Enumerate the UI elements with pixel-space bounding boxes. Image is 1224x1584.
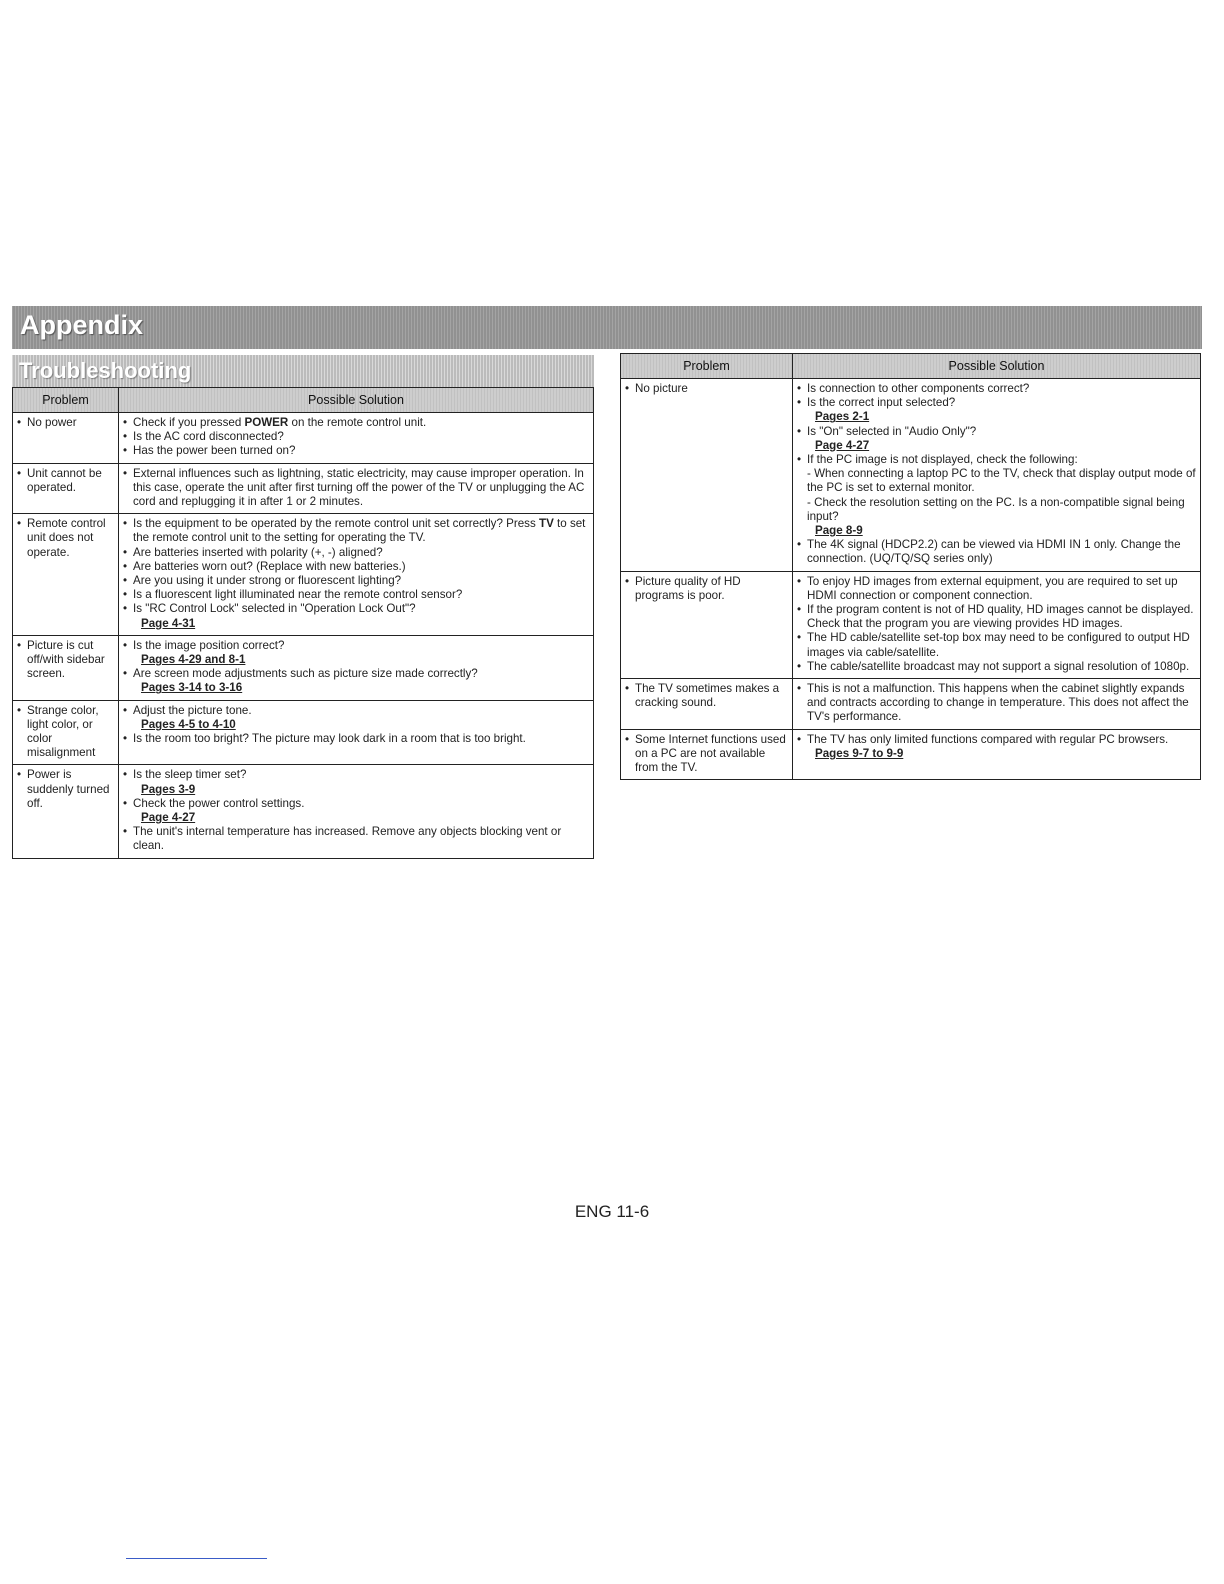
- text-run: Are screen mode adjustments such as picture size made correctly?: [133, 667, 478, 681]
- problem-cell: [13, 765, 119, 858]
- text-run: - Check the resolution setting on the PC. Is a non-compatible signal being input?: [807, 495, 1185, 523]
- table-row: [13, 700, 594, 765]
- solution-item: [797, 603, 1196, 631]
- bullet-icon: •: [797, 682, 802, 696]
- bullet-icon: •: [625, 732, 630, 746]
- page-number: ENG 11-6: [574, 1202, 650, 1221]
- bullet-icon: •: [797, 603, 802, 617]
- page-reference: [123, 811, 589, 825]
- page-reference: [123, 653, 589, 667]
- table-header-row: [13, 388, 594, 413]
- text-run: If the program content is not of HD quality, HD images cannot be displayed. Check that the program you are viewing provides HD images.: [807, 603, 1194, 631]
- troubleshooting-table-left: [12, 387, 594, 859]
- solution-subitem: [797, 467, 1196, 495]
- solution-text: [133, 602, 589, 616]
- bullet-icon: •: [17, 466, 22, 480]
- bullet-icon: •: [797, 396, 802, 410]
- page-link: Pages 4-5 to 4-10: [141, 717, 236, 731]
- solution-text: [133, 704, 589, 718]
- page-reference: [123, 681, 589, 695]
- problem-cell: [13, 700, 119, 765]
- problem-header: Problem: [621, 354, 793, 379]
- text-run: Is "RC Control Lock" selected in "Operation Lock Out"?: [133, 602, 416, 616]
- text-run: Is a fluorescent light illuminated near the remote control sensor?: [133, 588, 463, 602]
- solution-text: [807, 603, 1196, 631]
- solution-cell: [793, 729, 1201, 780]
- solution-text: [133, 560, 589, 574]
- solution-item: [123, 825, 589, 853]
- solution-cell: [119, 463, 594, 514]
- bullet-icon: •: [123, 517, 128, 531]
- bullet-icon: •: [17, 703, 22, 717]
- table-row: [621, 571, 1201, 678]
- problem-item: [17, 416, 114, 430]
- bullet-icon: •: [123, 416, 128, 429]
- solution-item: [123, 574, 589, 588]
- solution-item: [123, 602, 589, 616]
- problem-text: No picture: [635, 382, 688, 395]
- bullet-icon: •: [123, 574, 128, 588]
- bullet-icon: •: [123, 466, 128, 480]
- text-run: Is the sleep timer set?: [133, 768, 247, 782]
- bullet-icon: •: [123, 732, 128, 746]
- page-reference: [797, 747, 1196, 761]
- page-link: Pages 3-9: [141, 782, 196, 796]
- page-reference: [797, 439, 1196, 453]
- problem-cell: [621, 379, 793, 572]
- solution-item: [797, 733, 1196, 747]
- bullet-icon: •: [123, 430, 128, 444]
- problem-cell: [13, 413, 119, 464]
- problem-text: The TV sometimes makes a cracking sound.: [635, 682, 780, 710]
- bullet-icon: •: [797, 424, 802, 438]
- bullet-icon: •: [797, 631, 802, 645]
- solution-cell: [793, 379, 1201, 572]
- solution-text: [133, 768, 589, 782]
- text-run: This is not a malfunction. This happens when the cabinet slightly expands and contracts according to change in temperature. This does not affect the TV's performance.: [807, 682, 1189, 724]
- solution-item: [123, 444, 589, 458]
- table-row: [621, 729, 1201, 780]
- solution-text: [133, 797, 589, 811]
- problem-item: [625, 682, 788, 710]
- solution-item: [797, 538, 1196, 566]
- bullet-icon: •: [123, 602, 128, 616]
- solution-text: [807, 382, 1196, 396]
- solution-item: [123, 704, 589, 718]
- problem-cell: [13, 635, 119, 700]
- solution-text: [807, 660, 1196, 674]
- problem-item: [17, 517, 114, 560]
- solution-cell: [793, 571, 1201, 678]
- text-run: Is the correct input selected?: [807, 396, 956, 410]
- text-run: To enjoy HD images from external equipment, you are required to set up HDMI connection or component connection.: [807, 574, 1178, 602]
- text-run: External influences such as lightning, static electricity, may cause improper operation. In this case, operate the unit after first turning off the power of the TV or unplugging the AC cord and replugging it in after 1 or 2 minutes.: [133, 466, 585, 509]
- solution-item: [123, 416, 589, 430]
- bullet-icon: •: [797, 453, 802, 467]
- bullet-icon: •: [797, 659, 802, 673]
- table-row: [621, 379, 1201, 572]
- solution-item: [797, 453, 1196, 467]
- solution-text: [133, 574, 589, 588]
- bullet-icon: •: [17, 517, 22, 531]
- table-row: [13, 635, 594, 700]
- text-run: Is connection to other components correct?: [807, 382, 1030, 395]
- bullet-icon: •: [123, 703, 128, 717]
- bullet-icon: •: [123, 667, 128, 681]
- problem-item: [17, 704, 114, 761]
- solution-text: [133, 467, 589, 510]
- problem-text: Power is suddenly turned off.: [27, 768, 110, 810]
- solution-item: [797, 575, 1196, 603]
- problem-text: Picture is cut off/with sidebar screen.: [27, 638, 105, 681]
- solution-item: [797, 660, 1196, 674]
- solution-header: Possible Solution: [119, 388, 594, 413]
- problem-item: [625, 575, 788, 603]
- bold-term: TV: [539, 517, 554, 531]
- text-run: to set the remote control unit to the setting for operating the TV.: [133, 517, 586, 545]
- bullet-icon: •: [17, 638, 22, 652]
- text-run: on the remote control unit.: [288, 416, 427, 429]
- bullet-icon: •: [17, 416, 22, 429]
- solution-text: [807, 453, 1196, 467]
- solution-text: [133, 667, 589, 681]
- problem-item: [625, 733, 788, 776]
- bullet-icon: •: [123, 559, 128, 573]
- solution-text: [133, 588, 589, 602]
- problem-cell: [621, 729, 793, 780]
- solution-item: [123, 517, 589, 545]
- page-link: Page 4-31: [141, 616, 196, 630]
- bullet-icon: •: [625, 574, 630, 588]
- problem-cell: [621, 679, 793, 730]
- solution-item: [123, 667, 589, 681]
- solution-item: [123, 732, 589, 746]
- page-link: Page 4-27: [815, 438, 870, 452]
- solution-text: [133, 517, 589, 545]
- problem-item: [17, 467, 114, 495]
- bullet-icon: •: [797, 382, 802, 395]
- appendix-title: Appendix: [20, 310, 144, 340]
- solution-item: [123, 639, 589, 653]
- text-run: Is the room too bright? The picture may look dark in a room that is too bright.: [133, 732, 526, 746]
- solution-header: Possible Solution: [793, 354, 1201, 379]
- text-run: The cable/satellite broadcast may not support a signal resolution of 1080p.: [807, 659, 1190, 673]
- bullet-icon: •: [625, 382, 630, 395]
- text-run: Are batteries inserted with polarity (+, -) aligned?: [133, 545, 383, 559]
- solution-item: [123, 797, 589, 811]
- solution-text: [807, 425, 1196, 439]
- text-run: The HD cable/satellite set-top box may need to be configured to output HD images via cable/satellite.: [807, 631, 1190, 659]
- text-run: Check the power control settings.: [133, 796, 305, 810]
- solution-cell: [119, 635, 594, 700]
- problem-cell: [13, 463, 119, 514]
- text-run: Is the image position correct?: [133, 638, 285, 652]
- text-run: The unit's internal temperature has increased. Remove any objects blocking vent or clean.: [133, 825, 562, 853]
- problem-item: [17, 768, 114, 811]
- solution-text: [807, 396, 1196, 410]
- bullet-icon: •: [17, 768, 22, 782]
- bullet-icon: •: [797, 574, 802, 588]
- solution-cell: [119, 413, 594, 464]
- solution-item: [797, 682, 1196, 725]
- text-run: Are batteries worn out? (Replace with new batteries.): [133, 559, 406, 573]
- problem-text: Remote control unit does not operate.: [27, 517, 106, 559]
- problem-item: [17, 639, 114, 682]
- bullet-icon: •: [123, 768, 128, 782]
- problem-text: Strange color, light color, or color misalignment: [27, 703, 99, 760]
- table-row: [13, 765, 594, 858]
- bullet-icon: •: [797, 538, 802, 552]
- troubleshooting-title: Troubleshooting: [19, 358, 192, 383]
- problem-cell: [13, 514, 119, 636]
- footnote-divider: [126, 1558, 267, 1559]
- text-run: Is the equipment to be operated by the remote control unit set correctly? Press: [133, 517, 539, 531]
- bullet-icon: •: [123, 444, 128, 458]
- problem-text: Unit cannot be operated.: [27, 466, 102, 494]
- solution-subitem: [797, 496, 1196, 524]
- page-link: Page 4-27: [141, 811, 196, 825]
- text-run: Check if you pressed: [133, 416, 245, 429]
- solution-item: [123, 546, 589, 560]
- solution-item: [797, 425, 1196, 439]
- solution-item: [123, 588, 589, 602]
- problem-item: [625, 382, 788, 396]
- solution-cell: [119, 765, 594, 858]
- table-row: [621, 679, 1201, 730]
- text-run: The 4K signal (HDCP2.2) can be viewed via HDMI IN 1 only. Change the connection. (UQ/TQ/SQ series only): [807, 538, 1181, 566]
- page-reference: [123, 617, 589, 631]
- page-link: Page 8-9: [815, 524, 863, 538]
- problem-header: Problem: [13, 388, 119, 413]
- solution-cell: [119, 514, 594, 636]
- solution-text: [807, 682, 1196, 725]
- solution-text: [133, 825, 589, 853]
- text-run: Adjust the picture tone.: [133, 703, 252, 717]
- solution-item: [123, 768, 589, 782]
- text-run: The TV has only limited functions compared with regular PC browsers.: [807, 732, 1169, 746]
- solution-text: [133, 639, 589, 653]
- bullet-icon: •: [123, 796, 128, 810]
- solution-item: [797, 382, 1196, 396]
- bullet-icon: •: [123, 638, 128, 652]
- table-header-row: [621, 354, 1201, 379]
- text-run: Is "On" selected in "Audio Only"?: [807, 424, 977, 438]
- table-body: [621, 379, 1201, 780]
- bullet-icon: •: [123, 825, 128, 839]
- table-body: [13, 413, 594, 859]
- solution-item: [123, 560, 589, 574]
- solution-text: [807, 733, 1196, 747]
- solution-text: [133, 430, 589, 444]
- page-reference: [797, 410, 1196, 424]
- bullet-icon: •: [123, 545, 128, 559]
- solution-item: [123, 430, 589, 444]
- solution-text: [133, 416, 589, 430]
- table-row: [13, 514, 594, 636]
- problem-text: Some Internet functions used on a PC are not available from the TV.: [635, 732, 786, 775]
- solution-cell: [793, 679, 1201, 730]
- troubleshooting-banner: [12, 355, 594, 387]
- page-reference: [797, 524, 1196, 538]
- text-run: Is the AC cord disconnected?: [133, 430, 284, 444]
- text-run: Are you using it under strong or fluorescent lighting?: [133, 574, 402, 588]
- reference-joiner: and: [201, 653, 229, 667]
- solution-text: [133, 444, 589, 458]
- solution-item: [797, 396, 1196, 410]
- table-row: [13, 413, 594, 464]
- page-link: Pages 4-29: [141, 653, 202, 667]
- solution-text: [807, 538, 1196, 566]
- bullet-icon: •: [797, 732, 802, 746]
- problem-text: No power: [27, 416, 77, 429]
- bullet-icon: •: [123, 588, 128, 602]
- solution-text: [807, 575, 1196, 603]
- solution-item: [797, 631, 1196, 659]
- solution-text: [807, 631, 1196, 659]
- table-row: [13, 463, 594, 514]
- problem-text: Picture quality of HD programs is poor.: [635, 574, 741, 602]
- text-run: If the PC image is not displayed, check the following:: [807, 453, 1078, 467]
- appendix-banner: [12, 306, 1202, 349]
- text-run: Has the power been turned on?: [133, 444, 296, 458]
- bold-term: POWER: [244, 416, 289, 429]
- solution-text: [133, 546, 589, 560]
- page-link: 8-1: [228, 653, 246, 667]
- problem-cell: [621, 571, 793, 678]
- page-link: Pages 3-14 to 3-16: [141, 681, 243, 695]
- solution-cell: [119, 700, 594, 765]
- bullet-icon: •: [625, 682, 630, 696]
- page-reference: [123, 783, 589, 797]
- page-reference: [123, 718, 589, 732]
- solution-item: [123, 467, 589, 510]
- page-link: Pages 9-7 to 9-9: [815, 746, 904, 760]
- troubleshooting-table-right: [620, 353, 1201, 780]
- solution-text: [133, 732, 589, 746]
- text-run: - When connecting a laptop PC to the TV, check that display output mode of the PC is set to external monitor.: [807, 467, 1196, 495]
- page-link: Pages 2-1: [815, 410, 870, 424]
